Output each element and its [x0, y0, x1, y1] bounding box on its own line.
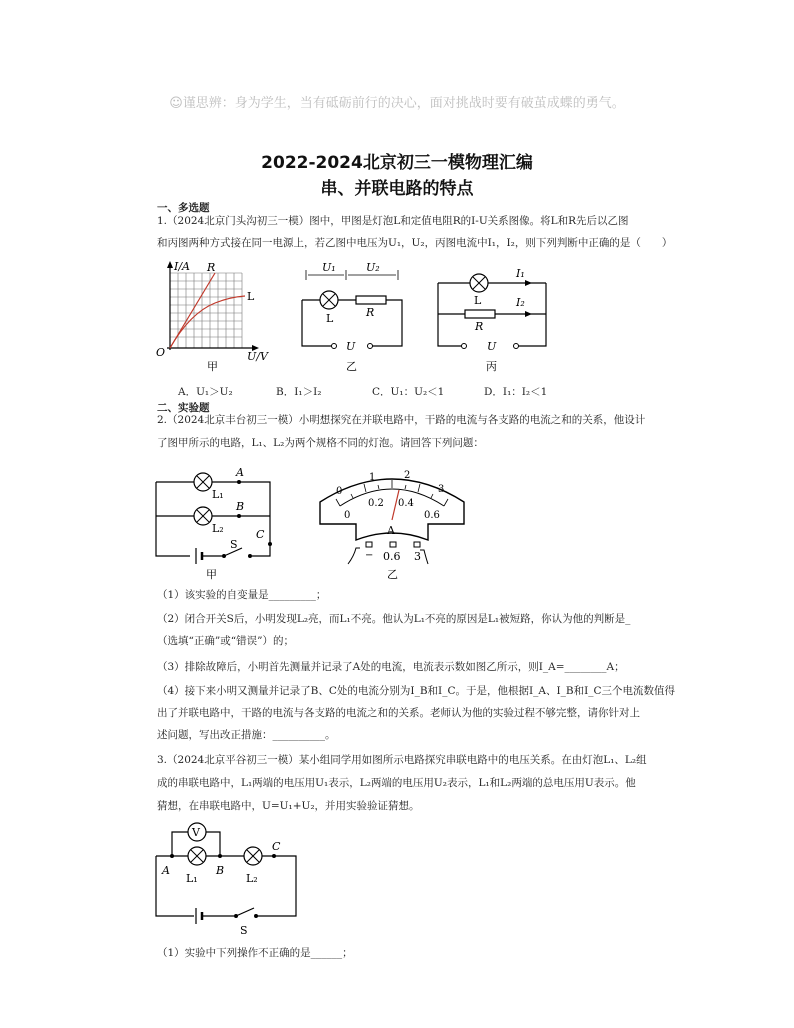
i2-label: I₂ — [516, 296, 525, 309]
series-circuit-figure — [298, 258, 410, 376]
q2-sub2-line2: （选填“正确”或“错误”）的； — [157, 635, 294, 647]
curve-label-l: L — [247, 290, 255, 303]
switch-label: S — [230, 538, 238, 551]
q2-sub1: （1）该实验的自变量是_________； — [157, 589, 327, 601]
q2-text-line2: 了图甲所示的电路，L₁、L₂为两个规格不同的灯泡。请回答下列问题： — [157, 437, 484, 449]
i1-label: I₁ — [516, 267, 525, 280]
q1-option-d: D．I₁：I₂＜1 — [484, 386, 548, 398]
q2-sub4-line1: （4）接下来小明又测量并记录了B、C处的电流分别为I_B和I_C。于是，他根据I_A、I_B和I_C三个电流数值得 — [157, 685, 675, 697]
page-subtitle: 串、并联电路的特点 — [320, 179, 474, 199]
top-scale-0: 0 — [336, 486, 343, 497]
point-b-label: B — [236, 500, 245, 513]
lamp-l1-label: L₁ — [186, 872, 198, 885]
resistor-symbol — [356, 296, 386, 304]
q3-text-line2: 成的串联电路中，L₁两端的电压用U₁表示，L₂两端的电压用U₂表示，L₁和L₂两端的总电压用U表示。他 — [157, 777, 636, 789]
section-heading-multiple-choice: 一、多选题 — [157, 202, 210, 214]
resistor-label: R — [475, 320, 484, 333]
x-axis-label: U/V — [247, 350, 268, 363]
u1-label: U₁ — [322, 261, 336, 274]
parallel-circuit-figure — [432, 258, 552, 376]
q1-option-c: C．U₁：U₂＜1 — [372, 386, 445, 398]
terminal-negative: − — [365, 550, 374, 561]
terminal-3: 3 — [414, 550, 421, 563]
bottom-scale-0-4: 0.4 — [398, 498, 414, 509]
curve-label-r: R — [207, 261, 216, 274]
q3-text-line3: 猜想，在串联电路中，U=U₁+U₂，并用实验验证猜想。 — [157, 800, 420, 812]
fig-caption-bing: 丙 — [486, 360, 497, 373]
top-scale-2: 2 — [404, 470, 411, 481]
q2-sub3: （3）排除故障后，小明首先测量并记录了A处的电流，电流表示数如图乙所示，则I_A=________A； — [157, 661, 625, 673]
y-axis-label: I/A — [174, 260, 190, 273]
voltmeter-label: V — [192, 826, 200, 839]
lamp-label: L — [326, 312, 334, 325]
top-scale-3: 3 — [438, 484, 445, 495]
lamp-l1-label: L₁ — [212, 488, 224, 501]
q3-sub1: （1）实验中下列操作不正确的是______； — [157, 947, 353, 959]
point-a-label: A — [236, 466, 244, 479]
q3-series-circuit-figure — [150, 820, 302, 938]
q1-option-b: B．I₁＞I₂ — [276, 386, 322, 398]
q1-text-line1: 1.（2024北京门头沟初三一模）图中，甲图是灯泡L和定值电阻R的I-U关系图像。将L和R先后以乙图 — [157, 215, 629, 227]
terminal-0-6: 0.6 — [383, 550, 401, 563]
lamp-label: L — [474, 294, 482, 307]
iu-graph-figure — [155, 258, 285, 376]
ammeter-unit: A — [387, 524, 395, 537]
lamp-l2-label: L₂ — [246, 872, 258, 885]
resistor-label: R — [366, 306, 375, 319]
fig-caption-yi: 乙 — [346, 360, 357, 373]
top-scale-1: 1 — [369, 472, 376, 483]
q3-text-line1: 3.（2024北京平谷初三一模）某小组同学用如图所示电路探究串联电路中的电压关系。在由灯泡L₁、L₂组 — [157, 754, 647, 766]
q2-parallel-circuit-figure — [150, 464, 280, 582]
bottom-scale-0: 0 — [344, 510, 351, 521]
resistor-symbol — [465, 310, 495, 318]
point-c-label: C — [256, 528, 265, 541]
q2-sub4-line2: 出了并联电路中，干路的电流与各支路的电流之和的关系。老师认为他的实验过程不够完整，请你针对上 — [157, 707, 640, 719]
ammeter-figure — [316, 462, 468, 584]
section-heading-experiment: 二、实验题 — [157, 402, 210, 414]
fig-caption-jia: 甲 — [207, 360, 218, 373]
switch-label: S — [240, 924, 248, 937]
fig-caption-q2-jia: 甲 — [206, 568, 217, 581]
bottom-scale-0-6: 0.6 — [424, 510, 440, 521]
u2-label: U₂ — [366, 261, 380, 274]
source-label: U — [487, 340, 497, 353]
point-a-label: A — [162, 864, 170, 877]
point-b-label: B — [216, 864, 225, 877]
lamp-l2-label: L₂ — [212, 522, 224, 535]
motto-banner: ☺谨思辨：身为学生，当有砥砺前行的决心，面对挑战时要有破茧成蝶的勇气。 — [169, 96, 625, 111]
bottom-scale-0-2: 0.2 — [368, 498, 384, 509]
page-title: 2022-2024北京初三一模物理汇编 — [261, 153, 533, 173]
point-c-label: C — [272, 840, 281, 853]
origin-label: O — [156, 346, 166, 359]
q2-sub2-line1: （2）闭合开关S后，小明发现L₂亮，而L₁不亮。他认为L₁不亮的原因是L₁被短路，你认为他的判断是_ — [157, 613, 631, 625]
q2-sub4-line3: 述问题，写出改正措施：__________。 — [157, 729, 336, 741]
q2-text-line1: 2.（2024北京丰台初三一模）小明想探究在并联电路中，干路的电流与各支路的电流之和的关系，他设计 — [157, 414, 646, 426]
q1-text-line2: 和丙图两种方式接在同一电源上，若乙图中电压为U₁，U₂，丙图电流中I₁，I₂，则下列判断中正确的是（ ） — [157, 237, 673, 249]
fig-caption-q2-yi: 乙 — [387, 568, 398, 581]
source-label: U — [346, 340, 356, 353]
q1-option-a: A．U₁＞U₂ — [178, 386, 233, 398]
